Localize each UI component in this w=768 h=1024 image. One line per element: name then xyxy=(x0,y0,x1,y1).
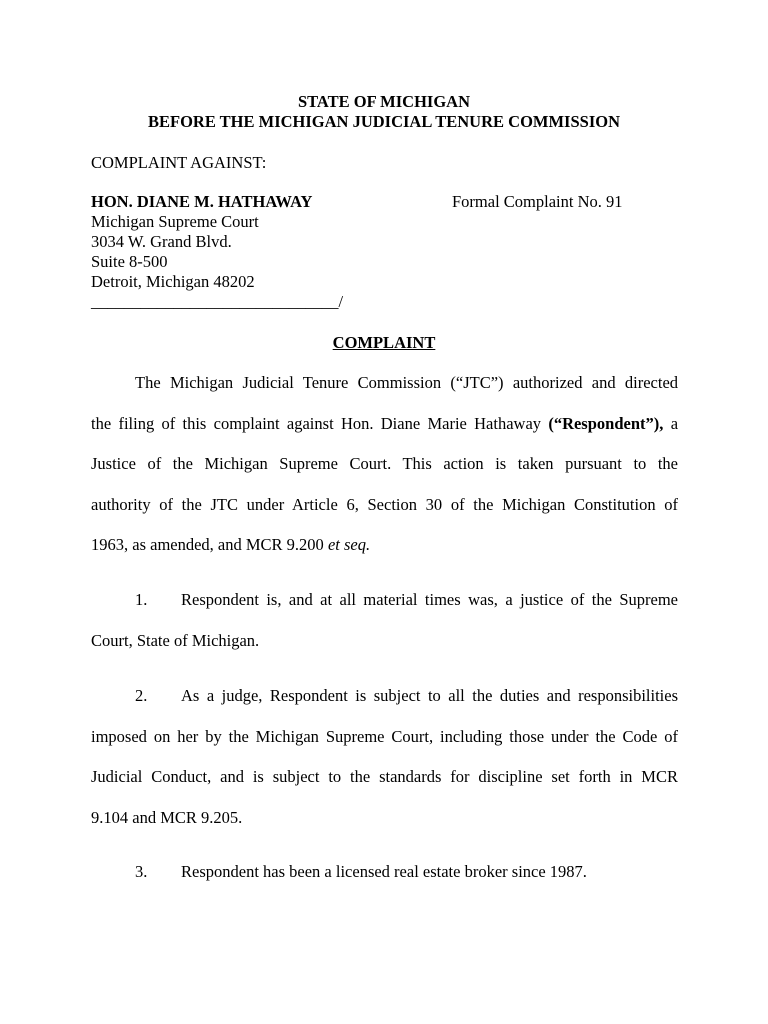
paragraph-text: 9.104 and MCR 9.205. xyxy=(91,807,243,827)
address-line: 3034 W. Grand Blvd. xyxy=(91,232,232,251)
paragraph-text: As a judge, Respondent is subject to all the duties and responsibilities xyxy=(181,686,678,705)
intro-text: 1963, as amended, and MCR 9.200 xyxy=(91,535,324,554)
header-state: STATE OF MICHIGAN xyxy=(297,92,471,111)
numbered-paragraph-3 xyxy=(91,852,678,893)
paragraph-number: 3. xyxy=(135,862,148,881)
commission-name: The Michigan Judicial Tenure Commission xyxy=(135,373,442,392)
complaint-number: Formal Complaint No. 91 xyxy=(452,192,623,211)
intro-text: authorized and directed xyxy=(512,373,679,392)
intro-text: authority of the JTC under Article 6, Section 30 of the Michigan Constitution of xyxy=(91,494,678,514)
numbered-paragraph-1 xyxy=(91,580,678,661)
paragraph-number: 2. xyxy=(135,686,148,705)
paragraph-text: Judicial Conduct, and is subject to the standards for discipline set forth in MCR xyxy=(91,767,678,786)
complaint-against-label: COMPLAINT AGAINST: xyxy=(91,153,267,172)
respondent-name: HON. DIANE M. HATHAWAY xyxy=(91,192,313,211)
address-line: Suite 8-500 xyxy=(91,252,168,271)
intro-text: a xyxy=(670,413,679,433)
caption-rule: ______________________________/ xyxy=(91,292,344,311)
document-title: COMPLAINT xyxy=(332,333,436,352)
paragraph-text: Court, State of Michigan. xyxy=(91,630,260,650)
paragraph-text: Respondent is, and at all material times was, a justice of the Supreme xyxy=(181,590,678,609)
et-seq: et seq. xyxy=(327,535,371,554)
paragraph-number: 1. xyxy=(135,590,148,609)
paragraph-text: Respondent has been a licensed real estate broker since 1987. xyxy=(181,862,587,881)
numbered-paragraph-2 xyxy=(91,676,678,838)
intro-text: Justice of the Michigan Supreme Court. This action is taken pursuant to the xyxy=(91,454,678,473)
address-line: Michigan Supreme Court xyxy=(91,212,259,231)
intro-text: the filing of this complaint against Hon. Diane Marie Hathaway xyxy=(91,413,542,433)
respondent-definition: (“Respondent”), xyxy=(548,413,664,433)
intro-paragraph xyxy=(91,363,678,566)
header-commission: BEFORE THE MICHIGAN JUDICIAL TENURE COMMISSION xyxy=(147,112,620,131)
address-line: Detroit, Michigan 48202 xyxy=(91,272,255,291)
paragraph-text: imposed on her by the Michigan Supreme Court, including those under the Code of xyxy=(91,726,678,746)
jtc-abbrev: (“JTC”) xyxy=(450,373,504,392)
